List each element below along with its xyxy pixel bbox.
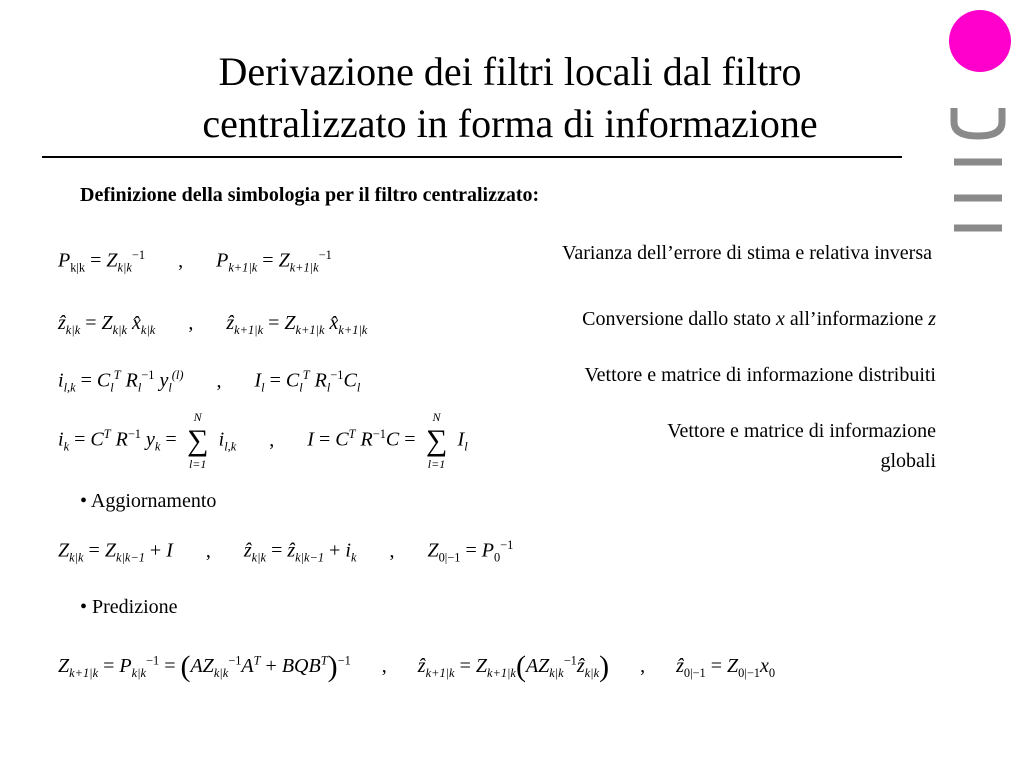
summation-symbol: N ∑ l=1: [186, 410, 209, 471]
description-distributed: Vettore e matrice di informazione distribuiti: [584, 364, 936, 386]
equation-distributed-information: $i_{l,k} = C_l^T$ $R_l^{-1}$ $y_l^{(l)}$ , $I_l = C_l^T$ $R_l^{-1}C_l$: [58, 368, 361, 395]
description-global: [667, 416, 936, 476]
desc-conversion-b: all’informazione: [784, 308, 929, 330]
description-conversion: [582, 304, 936, 334]
desc-global-line1: Vettore e matrice di informazione: [667, 420, 936, 442]
summation-symbol: N ∑ l=1: [425, 410, 448, 471]
desc-conversion-a: Conversione dallo stato: [582, 308, 777, 330]
logo-dot-icon: [949, 10, 1011, 72]
desc-global-line2: globali: [880, 450, 936, 472]
bullet-update: • Aggiornamento: [80, 490, 217, 512]
title-divider: [42, 156, 902, 158]
desc-conversion-x: x: [776, 308, 785, 330]
equation-global-information: $i_k = C^T$ $R^{-1}$ $y_k$ = N ∑ l=1 $i_{l,k}$ , $I = C^T$ $R^{-1}C$ = N ∑ l=1 $I_l$: [58, 410, 468, 471]
description-variance: Varianza dell’errore di stima e relativa inversa: [562, 242, 932, 264]
equation-update: $Z_{k|k} = Z_{k|k-1} + I$ , ẑ$_{k|k}$ = ẑ$_{k|k-1}$ + $i_k$ , $Z_{0|-1} = P_0^{-1}$: [58, 538, 514, 565]
logo-mark-icon: [948, 100, 1008, 240]
subheading: Definizione della simbologia per il filtro centralizzato:: [80, 184, 540, 206]
slide-title: [60, 46, 960, 150]
bullet-prediction: • Predizione: [80, 596, 178, 618]
title-line-2: centralizzato in forma di informazione: [202, 101, 818, 146]
equation-prediction: $Z_{k+1|k} = P_{k|k}^{-1} = (AZ_{k|k}^{-1}A^T + BQB^T)^{-1}$ , ẑ$_{k+1|k}$ = $Z_{k+1|k}(AZ_{k|k}^{-1}ẑ_{k|k})$ , ẑ$_{0|-1}$ = $Z_{0|-1}x_0$: [58, 650, 776, 683]
title-line-1: Derivazione dei filtri locali dal filtro: [218, 49, 802, 94]
desc-conversion-z: z: [928, 308, 936, 330]
equation-state-to-information: ẑ$_{k|k}$ = $Z_{k|k}$ $x̂_{k|k}$ , ẑ$_{k+1|k}$ = $Z_{k+1|k}$ $x̂_{k+1|k}$: [58, 312, 368, 337]
equation-variance: $P_{k|k} = Z_{k|k}^{-1}$ , $P_{k+1|k} = Z_{k+1|k}^{-1}$: [58, 248, 332, 275]
